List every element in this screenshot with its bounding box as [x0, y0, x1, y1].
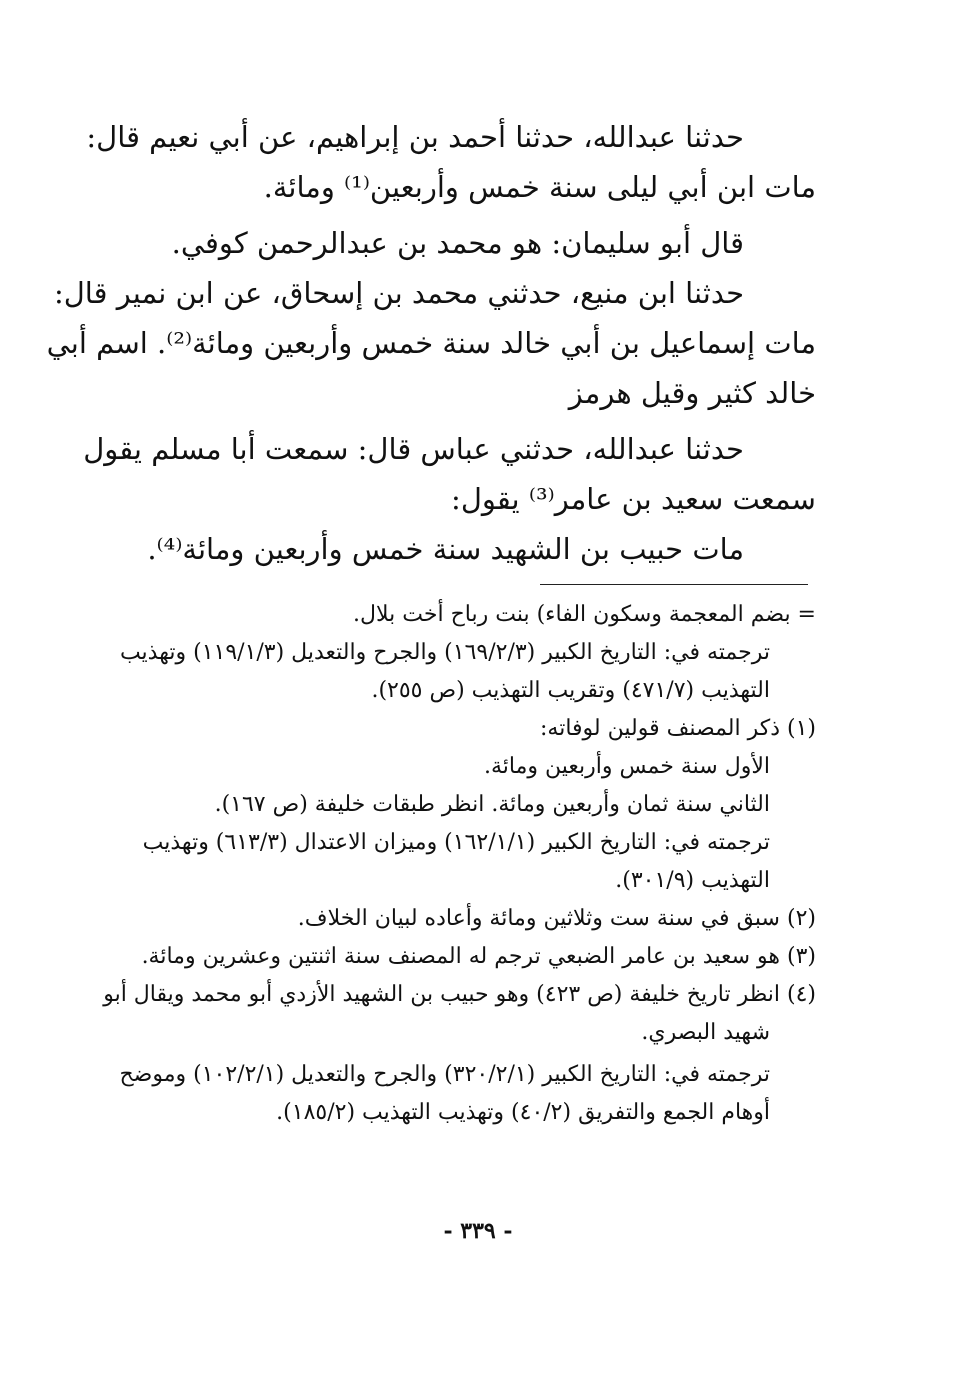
text-line: مات إسماعيل بن أبي خالد سنة خمس وأربعين ومائة⁽²⁾. اسم أبي: [46, 326, 816, 360]
footnote-line: (٤) انظر تاريخ خليفة (ص ٤٢٣) وهو حبيب بن الشهيد الأزدي أبو محمد ويقال أبو: [103, 982, 816, 1007]
footnote-line: ترجمته في: التاريخ الكبير (١٦٢/١/١) وميزان الاعتدال (٦١٣/٣) وتهذيب: [142, 830, 770, 855]
text-line: مات حبيب بن الشهيد سنة خمس وأربعين ومائة⁽⁴⁾.: [147, 532, 744, 566]
footnote-line: التهذيب (٣٠١/٩).: [615, 868, 770, 893]
footnotes: [103, 596, 816, 1132]
footnote-line: (٢) سبق في سنة ست وثلاثين ومائة وأعاده لبيان الخلاف.: [297, 906, 816, 931]
main-text: [46, 112, 816, 574]
footnote-separator: [540, 584, 808, 585]
text-line: سمعت سعيد بن عامر⁽³⁾ يقول:: [451, 482, 816, 516]
text-line: قال أبو سليمان: هو محمد بن عبدالرحمن كوفي.: [171, 226, 744, 260]
footnote-line: (٣) هو سعيد بن عامر الضبعي ترجم له المصنف سنة اثنتين وعشرين ومائة.: [141, 944, 816, 969]
footnote-line: أوهام الجمع والتفريق (٤٠/٢) وتهذيب التهذيب (١٨٥/٢).: [276, 1100, 770, 1125]
footnote-line: الثاني سنة ثمان وأربعين ومائة. انظر طبقات خليفة (ص ١٦٧).: [214, 792, 770, 817]
text-line: حدثنا عبدالله، حدثني عباس قال: سمعت أبا مسلم يقول: [83, 432, 744, 466]
page-number: - ٣٣٩ -: [443, 1218, 513, 1244]
footnote-line: ترجمته في: التاريخ الكبير (١٦٩/٢/٣) والجرح والتعديل (١١٩/١/٣) وتهذيب: [119, 640, 770, 665]
text-line: حدثنا ابن منيع، حدثني محمد بن إسحاق، عن ابن نمير قال:: [53, 276, 744, 310]
footnote-line: الأول سنة خمس وأربعين ومائة.: [484, 754, 770, 779]
text-line: خالد كثير وقيل هرمز: [568, 376, 816, 410]
text-line: مات ابن أبي ليلى سنة خمس وأربعين⁽¹⁾ ومائة.: [263, 170, 816, 204]
footnote-line: = بضم المعجمة وسكون الفاء) بنت رباح أخت بلال.: [353, 602, 816, 627]
footnote-line: (١) ذكر المصنف قولين لوفاته:: [540, 716, 816, 741]
footnote-line: التهذيب (٤٧١/٧) وتقريب التهذيب (ص ٢٥٥).: [371, 678, 770, 703]
text-line: حدثنا عبدالله، حدثنا أحمد بن إبراهيم، عن أبي نعيم قال:: [86, 120, 744, 154]
footnote-line: شهيد البصري.: [641, 1020, 770, 1045]
footnote-line: ترجمته في: التاريخ الكبير (٣٢٠/٢/١) والجرح والتعديل (١٠٢/٢/١) وموضح: [119, 1062, 770, 1087]
